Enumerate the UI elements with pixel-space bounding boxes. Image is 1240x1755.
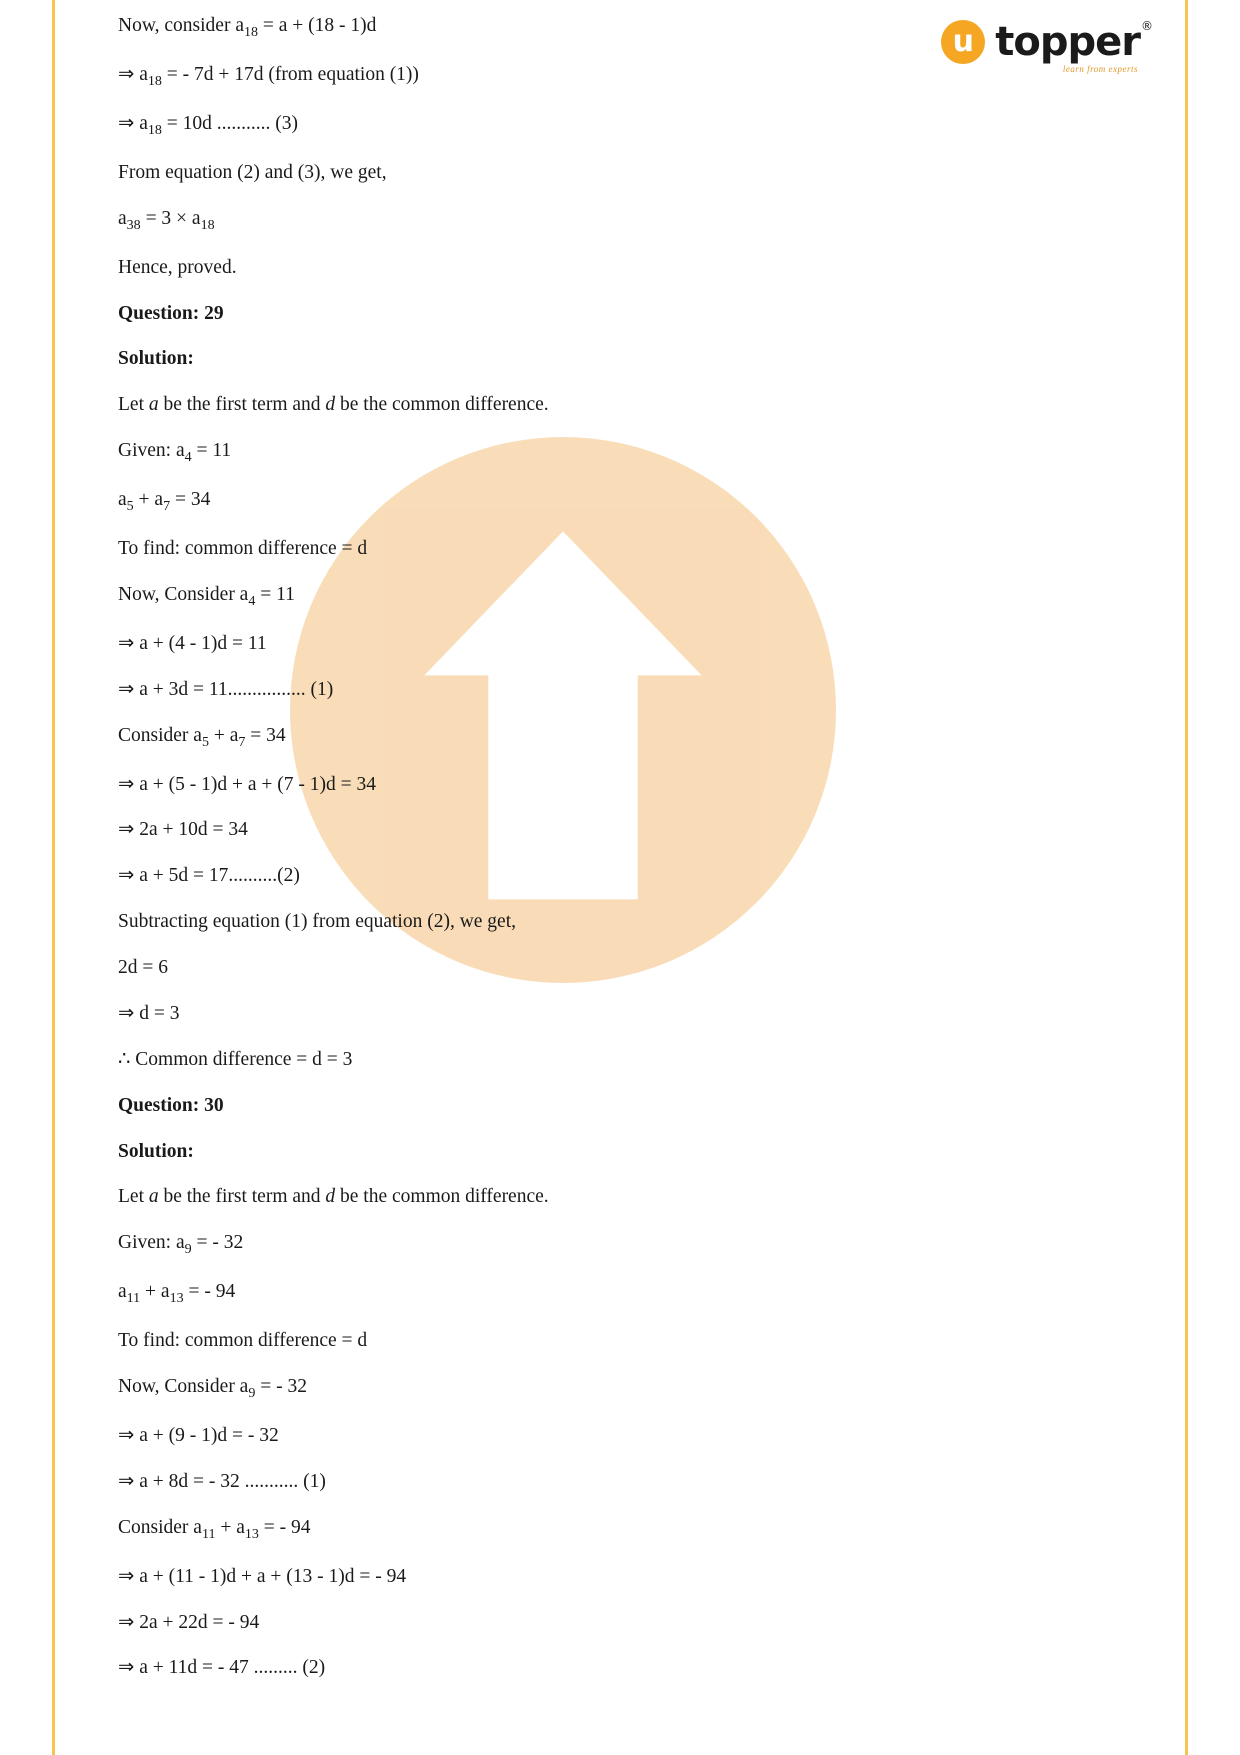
logo-mark-icon: u <box>941 20 985 64</box>
text-line: ⇒ a + (11 - 1)d + a + (13 - 1)d = - 94 <box>118 1565 407 1587</box>
text-line: $a_{11} + a_{13}$ = - 94 <box>118 1281 236 1307</box>
text-line: ⇒ a + 3d = 11................ (1) <box>118 678 334 700</box>
text-line: $a_{38} = 3 \times a_{18}$ <box>118 207 215 233</box>
page-rule-right <box>1185 0 1188 1755</box>
text-line: Question: 29 <box>118 302 224 324</box>
text-line: ⇒ d = 3 <box>118 1002 180 1024</box>
text-line: Consider $a_5 + a_7 = 34$ <box>118 724 286 750</box>
text-line: ∴ Common difference = d = 3 <box>118 1048 353 1070</box>
text-line: ⇒ $a_{18}$ = - 7d + 17d (from equation (1)) <box>118 63 419 89</box>
text-line: To find: common difference = d <box>118 1330 368 1352</box>
logo-tagline: learn from experts <box>1062 64 1138 74</box>
text-line: 2d = 6 <box>118 957 168 978</box>
page-rule-left <box>52 0 55 1755</box>
text-line: Hence, proved. <box>118 256 237 278</box>
text-line: ⇒ a + 5d = 17..........(2) <box>118 865 300 887</box>
text-line: Given: $a_9$ = - 32 <box>118 1232 244 1258</box>
text-line: To find: common difference = d <box>118 538 368 559</box>
text-line: Given: $a_4 = 11$ <box>118 440 232 466</box>
text-line: ⇒ a + 8d = - 32 ........... (1) <box>118 1470 326 1492</box>
registered-mark: ® <box>1141 19 1153 33</box>
topper-logo <box>941 19 1153 74</box>
text-line: Now, Consider $a_9$ = - 32 <box>118 1376 307 1401</box>
text-line: Solution: <box>118 348 194 370</box>
text-line: ⇒ a + (5 - 1)d + a + (7 - 1)d = 34 <box>118 773 376 795</box>
text-line: Now, Consider $a_4 = 11$ <box>118 583 295 609</box>
text-line: Now, consider $a_{18} = a + (18 - 1)d$ <box>118 15 377 40</box>
text-line: ⇒ a + (4 - 1)d = 11 <box>118 632 267 654</box>
document-body <box>118 14 1018 1702</box>
text-line: Let a be the first term and d be the common difference. <box>118 394 549 416</box>
logo-text: topper <box>995 19 1140 65</box>
text-line: Consider $a_{11} + a_{13}$ = - 94 <box>118 1516 311 1542</box>
text-line: Solution: <box>118 1140 194 1162</box>
text-line: ⇒ a + 11d = - 47 ......... (2) <box>118 1657 326 1679</box>
text-line: ⇒ $a_{18} = 10d$ ........... (3) <box>118 112 299 138</box>
text-line: $a_5 + a_7 = 34$ <box>118 489 211 514</box>
text-line: Question: 30 <box>118 1094 224 1116</box>
text-line: ⇒ 2a + 22d = - 94 <box>118 1611 260 1633</box>
logo-wordmark <box>995 19 1153 74</box>
text-line: ⇒ 2a + 10d = 34 <box>118 819 248 841</box>
text-line: ⇒ a + (9 - 1)d = - 32 <box>118 1424 279 1446</box>
text-line: Let a be the first term and d be the common difference. <box>118 1186 549 1208</box>
text-line: From equation (2) and (3), we get, <box>118 161 387 183</box>
text-line: Subtracting equation (1) from equation (2), we get, <box>118 911 517 933</box>
